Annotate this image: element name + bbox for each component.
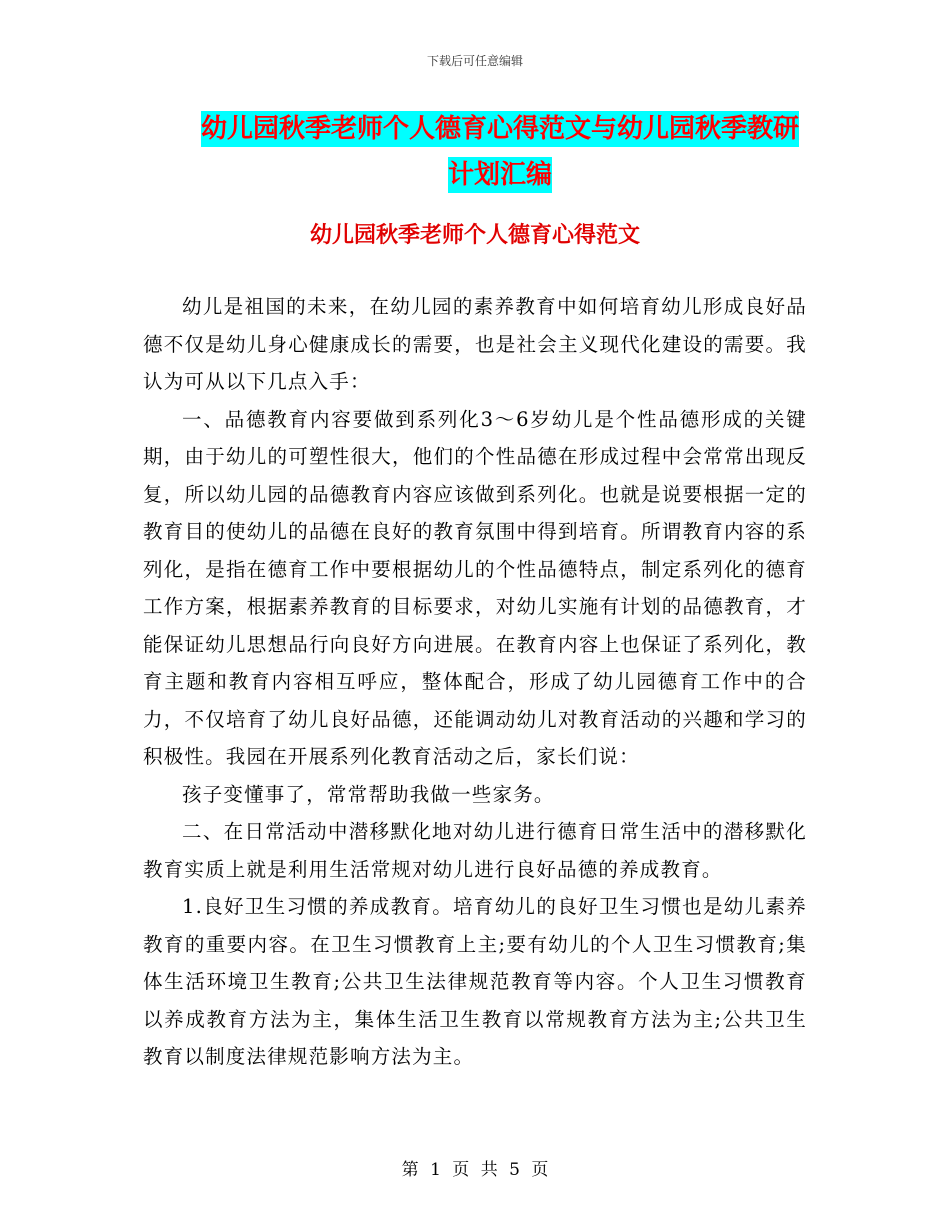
body-text: [143, 288, 807, 1076]
paragraph: 孩子变懂事了，常常帮助我做一些家务。: [182, 782, 555, 806]
paragraph: 二、在日常活动中潜移默化地对幼儿进行德育日常生活中的潜移默化教育实质上就是利用生活常规对幼儿进行良好品德的养成教育。: [143, 820, 807, 881]
paragraph: 1.良好卫生习惯的养成教育。培育幼儿的良好卫生习惯也是幼儿素养教育的重要内容。在卫生习惯教育上主;要有幼儿的个人卫生习惯教育;集体生活环境卫生教育;公共卫生法律规范教育等内容。个人卫生习惯教育以养成教育方法为主，集体生活卫生教育以常规教育方法为主;公共卫生教育以制度法律规范影响方法为主。: [143, 895, 807, 1068]
document-title-text: 幼儿园秋季老师个人德育心得范文与幼儿园秋季教研计划汇编: [201, 111, 799, 193]
header-note: 下载后可任意编辑: [426, 54, 523, 68]
paragraph: 幼儿是祖国的未来，在幼儿园的素养教育中如何培育幼儿形成良好品德不仅是幼儿身心健康成长的需要，也是社会主义现代化建设的需要。我认为可从以下几点入手：: [143, 295, 807, 393]
paragraph: 一、品德教育内容要做到系列化3～6岁幼儿是个性品德形成的关键期，由于幼儿的可塑性很大，他们的个性品德在形成过程中会常常出现反复，所以幼儿园的品德教育内容应该做到系列化。也就是说要根据一定的教育目的使幼儿的品德在良好的教育氛围中得到培育。所谓教育内容的系列化，是指在德育工作中要根据幼儿的个性品德特点，制定系列化的德育工作方案，根据素养教育的目标要求，对幼儿实施有计划的品德教育，才能保证幼儿思想品行向良好方向进展。在教育内容上也保证了系列化，教育主题和教育内容相互呼应，整体配合，形成了幼儿园德育工作中的合力，不仅培育了幼儿良好品德，还能调动幼儿对教育活动的兴趣和学习的积极性。我园在开展系列化教育活动之后，家长们说：: [143, 407, 807, 768]
page-footer: 第 1 页 共 5 页: [401, 1160, 549, 1180]
document-title: [195, 106, 805, 198]
section-title: 幼儿园秋季老师个人德育心得范文: [309, 223, 640, 248]
